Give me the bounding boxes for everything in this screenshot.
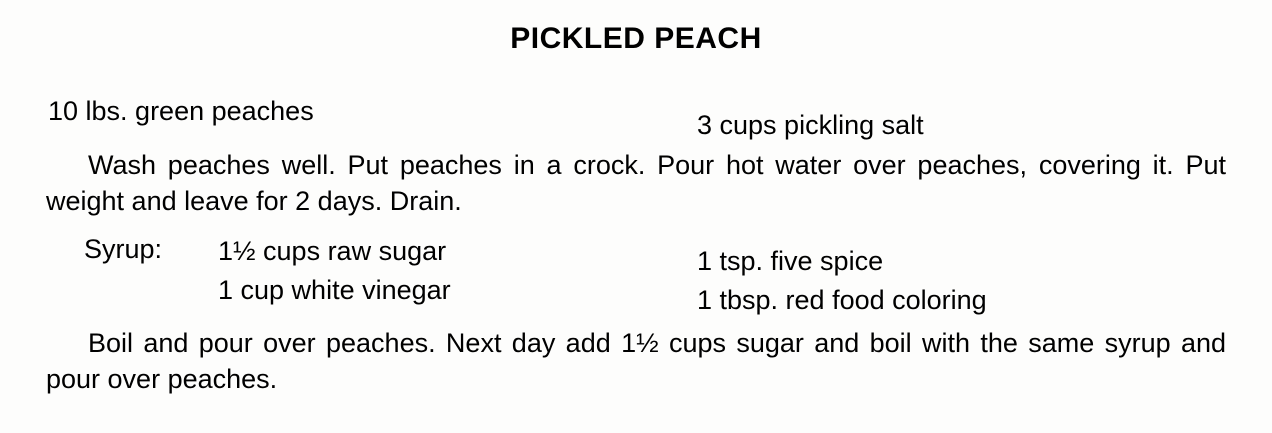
syrup-ingredients-left [218, 232, 451, 310]
instructions-paragraph-2-text: Boil and pour over peaches. Next day add 1½ cups sugar and boil with the same syrup and pour over peaches. [46, 328, 1226, 395]
syrup-ingredients-right [697, 242, 987, 320]
instructions-paragraph-1 [46, 147, 1226, 220]
list-item: 1 cup white vinegar [218, 275, 451, 306]
ingredient-pickling-salt: 3 cups pickling salt [697, 110, 924, 140]
list-item: 1½ cups raw sugar [218, 236, 447, 266]
list-item: 1 tbsp. red food coloring [697, 285, 987, 316]
ingredient-green-peaches: 10 lbs. green peaches [48, 96, 314, 126]
page-title: PICKLED PEACH [510, 22, 762, 55]
list-item: 1 tsp. five spice [697, 246, 884, 276]
instructions-paragraph-2 [46, 325, 1226, 398]
instructions-paragraph-1-text: Wash peaches well. Put peaches in a crock. Pour hot water over peaches, covering it. Put weight and leave for 2 days. Drain. [46, 150, 1226, 217]
syrup-label: Syrup: [84, 234, 163, 264]
